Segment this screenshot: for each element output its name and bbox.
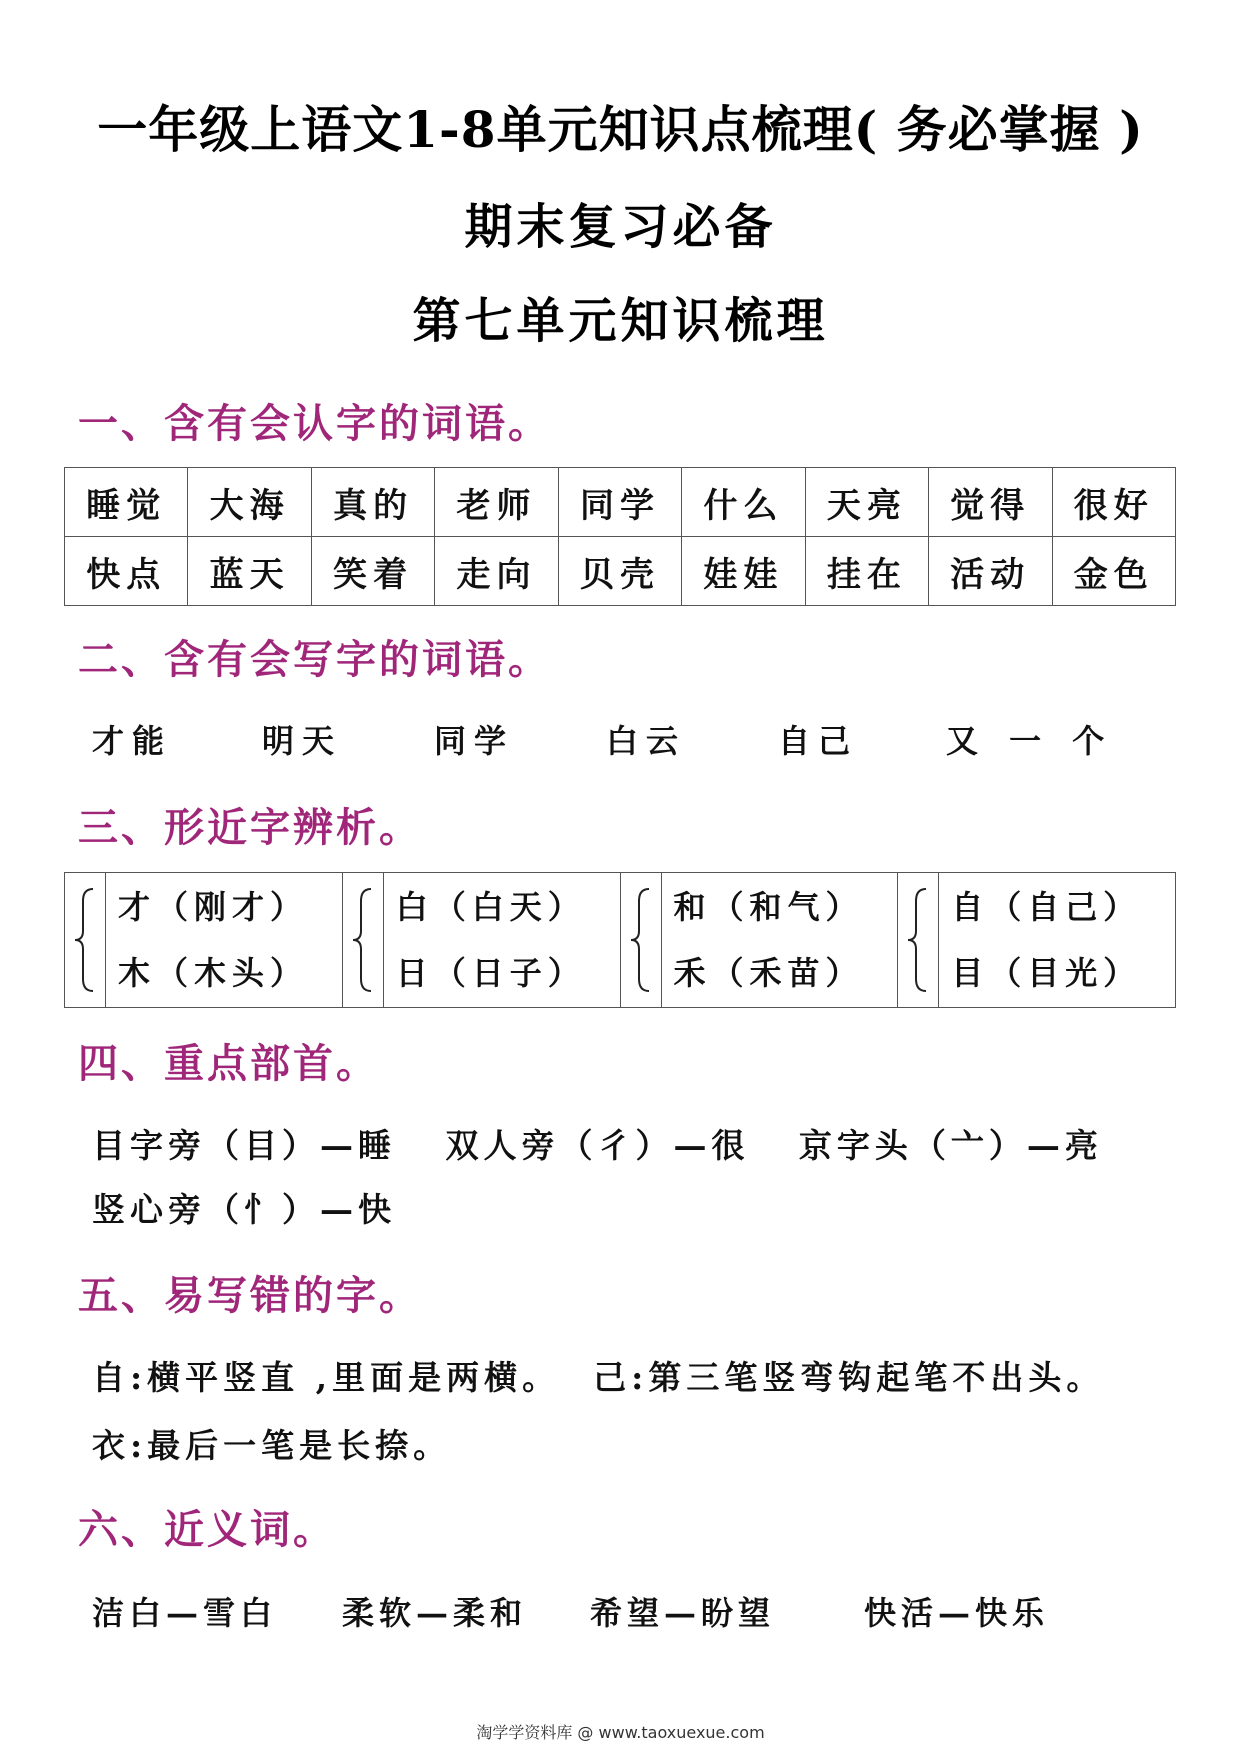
footer-watermark: 淘学学资料库 @ www.taoxuexue.com	[476, 1723, 765, 1742]
table-row	[65, 537, 1176, 606]
similar-pair	[939, 873, 1176, 1008]
similar-char-a: 白（白天）	[395, 888, 586, 926]
write-word: 又 一 个	[946, 722, 1115, 760]
synonym-pair: 柔软—柔和	[342, 1594, 528, 1632]
table-cell: 很好	[1052, 468, 1176, 537]
table-row	[65, 873, 1176, 1008]
similar-char-b: 日（日子）	[395, 954, 586, 992]
similar-char-b: 禾（禾苗）	[673, 954, 864, 992]
similar-char-a: 自（自己）	[951, 888, 1142, 926]
section-heading-similar: 三、形近字辨析。	[78, 804, 422, 851]
similar-pair	[661, 873, 898, 1008]
table-cell: 娃娃	[682, 537, 805, 606]
table-cell: 蓝天	[188, 537, 311, 606]
section-heading-radicals: 四、重点部首。	[78, 1040, 379, 1087]
table-cell: 什么	[682, 468, 805, 537]
similar-pair	[106, 873, 343, 1008]
similar-pair	[383, 873, 620, 1008]
table-cell: 觉得	[929, 468, 1052, 537]
left-brace-icon	[71, 885, 99, 995]
table-cell: 金色	[1052, 537, 1176, 606]
table-cell: 贝壳	[558, 537, 681, 606]
synonym-pair: 希望—盼望	[590, 1594, 776, 1632]
brace-cell	[342, 873, 383, 1008]
synonym-pair: 快活—快乐	[864, 1594, 1050, 1632]
mistakes-line-2: 衣:最后一笔是长捺。	[92, 1426, 452, 1465]
left-brace-icon	[904, 885, 932, 995]
write-word: 明天	[262, 722, 343, 760]
similar-char-b: 目（目光）	[951, 954, 1142, 992]
section-heading-synonyms: 六、近义词。	[78, 1506, 336, 1553]
table-cell: 走向	[435, 537, 558, 606]
table-cell: 笑着	[311, 537, 434, 606]
left-brace-icon	[349, 885, 377, 995]
unit-title: 第七单元知识梳理	[412, 293, 829, 349]
similar-char-a: 才（刚才）	[118, 888, 309, 926]
write-word: 白云	[606, 722, 687, 760]
left-brace-icon	[627, 885, 655, 995]
table-cell: 活动	[929, 537, 1052, 606]
subtitle: 期末复习必备	[464, 199, 777, 255]
similar-chars-table	[64, 872, 1176, 1008]
brace-cell	[65, 873, 106, 1008]
section-heading-write: 二、含有会写字的词语。	[78, 636, 551, 683]
table-cell: 睡觉	[65, 468, 188, 537]
write-word: 自己	[778, 722, 859, 760]
section-heading-recognize: 一、含有会认字的词语。	[78, 400, 551, 447]
table-cell: 大海	[188, 468, 311, 537]
write-word: 同学	[434, 722, 515, 760]
brace-cell	[620, 873, 661, 1008]
write-word: 才能	[92, 722, 173, 760]
brace-cell	[898, 873, 939, 1008]
table-cell: 挂在	[805, 537, 928, 606]
radicals-line-1: 目字旁（目）—睡 双人旁（彳）—很 京字头（亠）—亮	[92, 1126, 1103, 1165]
similar-char-a: 和（和气）	[673, 888, 864, 926]
table-cell: 快点	[65, 537, 188, 606]
table-cell: 老师	[435, 468, 558, 537]
radicals-line-2: 竖心旁（忄）—快	[92, 1190, 396, 1229]
table-cell: 真的	[311, 468, 434, 537]
main-title: 一年级上语文1-8单元知识点梳理( 务必掌握 )	[97, 100, 1144, 159]
similar-char-b: 木（木头）	[118, 954, 309, 992]
table-cell: 同学	[558, 468, 681, 537]
table-row	[65, 468, 1176, 537]
recognize-words-table	[64, 467, 1176, 606]
section-heading-mistakes: 五、易写错的字。	[78, 1272, 422, 1319]
mistakes-line-1: 自:横平竖直 ,里面是两横。 己:第三笔竖弯钩起笔不出头。	[92, 1358, 1105, 1397]
table-cell: 天亮	[805, 468, 928, 537]
synonym-pair: 洁白—雪白	[92, 1594, 278, 1632]
